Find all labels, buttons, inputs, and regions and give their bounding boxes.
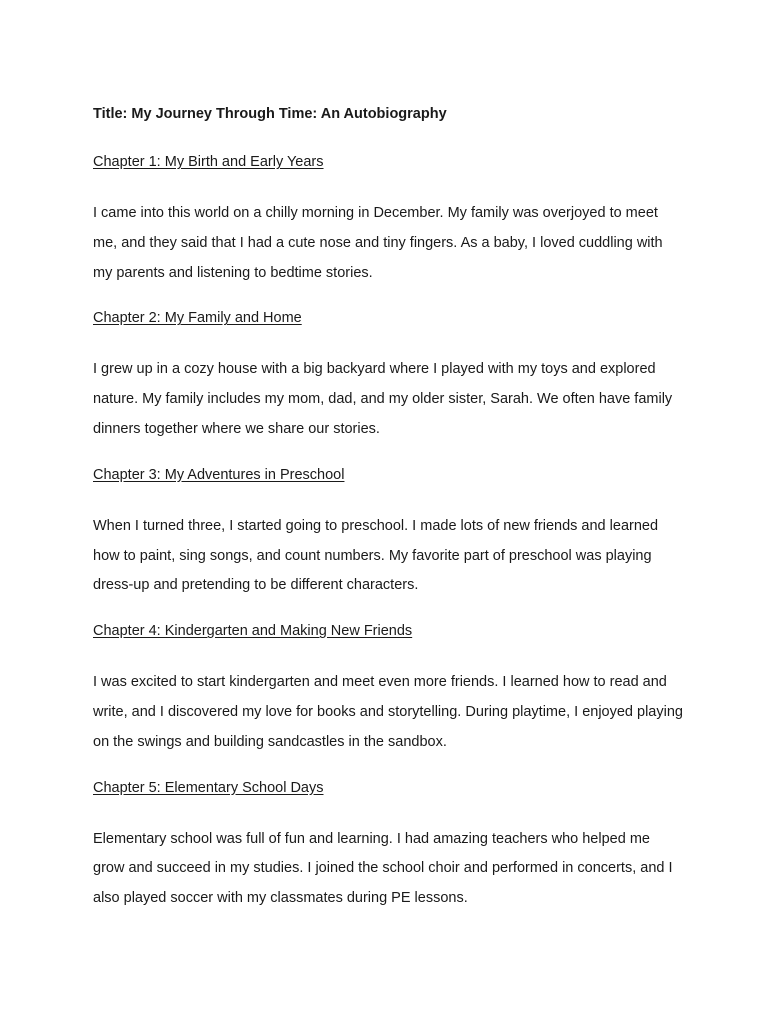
chapter-3 bbox=[93, 464, 683, 601]
chapter-body: Elementary school was full of fun and learning. I had amazing teachers who helped me grow and succeed in my studies. I joined the school choir and performed in concerts, and I also played soccer with my classmates during PE lessons. bbox=[93, 830, 673, 907]
document-page bbox=[93, 103, 683, 933]
chapter-body: I grew up in a cozy house with a big backyard where I played with my toys and explored nature. My family includes my mom, dad, and my older sister, Sarah. We often have family dinners together where we share our stories. bbox=[93, 361, 673, 437]
chapter-heading: Chapter 5: Elementary School Days bbox=[93, 779, 324, 796]
chapter-body: I was excited to start kindergarten and meet even more friends. I learned how to read and write, and I discovered my love for books and storytelling. During playtime, I enjoyed playing on the swings and building sandcastles in the sandbox. bbox=[93, 674, 683, 750]
chapter-2 bbox=[93, 307, 683, 444]
chapter-body: When I turned three, I started going to preschool. I made lots of new friends and learned how to paint, sing songs, and count numbers. My favorite part of preschool was playing dress-up and pretending to be different characters. bbox=[93, 517, 659, 594]
chapter-5 bbox=[93, 777, 683, 914]
chapter-heading: Chapter 2: My Family and Home bbox=[93, 310, 302, 327]
chapter-heading: Chapter 3: My Adventures in Preschool bbox=[93, 466, 345, 483]
document-title: Title: My Journey Through Time: An Autobiography bbox=[93, 106, 447, 122]
chapter-1 bbox=[93, 151, 683, 288]
chapter-heading: Chapter 4: Kindergarten and Making New Friends bbox=[93, 623, 413, 640]
chapter-4 bbox=[93, 620, 683, 757]
chapter-body: I came into this world on a chilly morning in December. My family was overjoyed to meet me, and they said that I had a cute nose and tiny fingers. As a baby, I loved cuddling with my parents and listening to bedtime stories. bbox=[93, 205, 663, 281]
chapter-heading: Chapter 1: My Birth and Early Years bbox=[93, 154, 324, 170]
